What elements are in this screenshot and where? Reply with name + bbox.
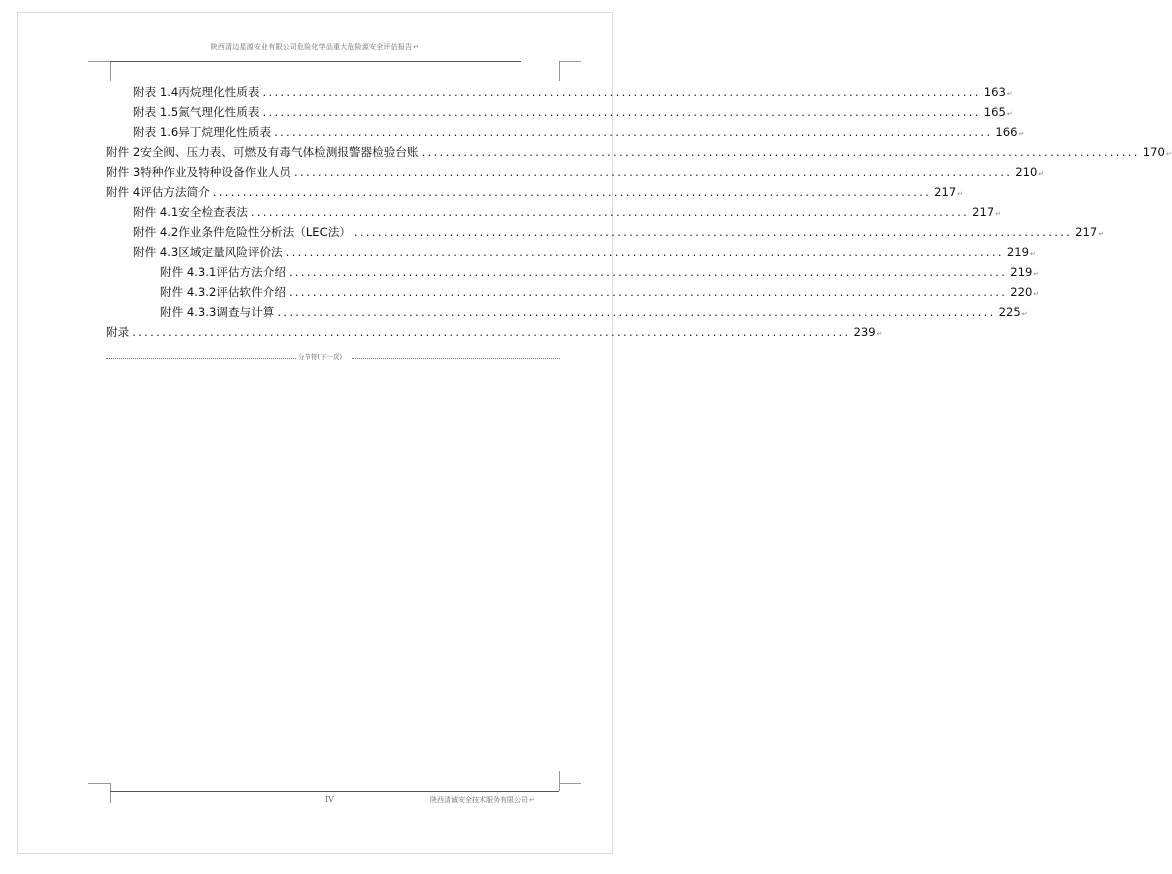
- toc-leader-dots: ........................................................................................................................: [285, 245, 1004, 259]
- toc-entry[interactable]: [106, 144, 1172, 163]
- toc-entry-page: 219: [1006, 245, 1030, 259]
- toc-entry[interactable]: [160, 264, 1040, 283]
- toc-entry-title: 附件 4.3区域定量风险评价法: [133, 245, 283, 259]
- toc-entry-title: 附件 4.2作业条件危险性分析法（LEC法）: [133, 225, 351, 239]
- paragraph-mark-icon: ↵: [1030, 250, 1036, 258]
- footer-rule: [110, 791, 559, 792]
- toc-entry[interactable]: [106, 184, 964, 203]
- toc-entry-page: 170: [1142, 145, 1165, 159]
- footer-page-number: IV: [325, 795, 334, 804]
- footer-company: [430, 795, 535, 805]
- toc-entry-title: 附件 4评估方法简介: [106, 185, 210, 199]
- paragraph-mark-icon: ↵: [957, 190, 964, 198]
- paragraph-mark-icon: ↵: [1006, 90, 1013, 98]
- toc-leader-dots: ........................................................................................................................: [250, 205, 970, 219]
- toc-leader-dots: ........................................................................................................................: [262, 85, 981, 99]
- toc-leader-dots: ........................................................................................................................: [293, 165, 1013, 179]
- toc-entry[interactable]: [106, 164, 1045, 183]
- toc-entry-title: 附件 2安全阀、压力表、可燃及有毒气体检测报警器检验台账: [106, 145, 419, 159]
- toc-entry-page: 163: [983, 85, 1006, 99]
- toc-entry-title: 附表 1.6异丁烷理化性质表: [133, 125, 272, 139]
- paragraph-mark-icon: ↵: [1018, 130, 1025, 138]
- section-break-line-left: [106, 358, 296, 359]
- toc-entry-page: 217: [972, 205, 995, 219]
- toc-entry[interactable]: [133, 244, 1036, 263]
- toc-entry-title: 附件 3特种作业及特种设备作业人员: [106, 165, 291, 179]
- toc-entry-page: 166: [995, 125, 1018, 139]
- toc-entry[interactable]: [133, 84, 1013, 103]
- paragraph-mark-icon: ↵: [1033, 290, 1040, 298]
- header-text: 陕西清边星源安业有限公司危险化学品重大危险源安全评估报告: [210, 43, 413, 51]
- paragraph-mark-icon: ↵: [413, 43, 420, 51]
- paragraph-mark-icon: ↵: [995, 210, 1002, 218]
- toc-entry-title: 附件 4.3.2评估软件介绍: [160, 285, 286, 299]
- toc-entry-page: 165: [983, 105, 1006, 119]
- paragraph-mark-icon: ↵: [1098, 230, 1105, 238]
- paragraph-mark-icon: ↵: [529, 796, 535, 804]
- toc-entry-title: 附件 4.3.3调查与计算: [160, 305, 275, 319]
- toc-leader-dots: ........................................................................................................................: [421, 145, 1140, 159]
- toc-leader-dots: ........................................................................................................................: [274, 125, 993, 139]
- paragraph-mark-icon: ↵: [1033, 270, 1040, 278]
- paragraph-mark-icon: ↵: [1021, 310, 1028, 318]
- toc-leader-dots: ........................................................................................................................: [262, 105, 981, 119]
- toc-leader-dots: ........................................................................................................................: [288, 285, 1008, 299]
- toc-entry[interactable]: [160, 304, 1028, 323]
- toc-entry[interactable]: [133, 104, 1013, 123]
- toc-entry-title: 附表 1.5氮气理化性质表: [133, 105, 260, 119]
- toc-entry-title: 附件 4.3.1评估方法介绍: [160, 265, 286, 279]
- toc-entry[interactable]: [133, 224, 1105, 243]
- toc-entry-page: 219: [1010, 265, 1033, 279]
- toc-leader-dots: ........................................................................................................................: [288, 265, 1008, 279]
- toc-leader-dots: ........................................................................................................................: [277, 305, 996, 319]
- paragraph-mark-icon: ↵: [1038, 170, 1045, 178]
- toc-entry-title: 附件 4.1安全检查表法: [133, 205, 248, 219]
- toc-entry-title: 附录: [106, 325, 130, 339]
- toc-leader-dots: ........................................................................................................................: [353, 225, 1073, 239]
- section-break-label: 分节符(下一页): [298, 353, 343, 361]
- paragraph-mark-icon: ↵: [1006, 110, 1013, 118]
- toc-entry[interactable]: [133, 204, 1002, 223]
- toc-entry-page: 239: [853, 325, 876, 339]
- toc-entry-title: 附表 1.4丙烷理化性质表: [133, 85, 260, 99]
- footer-company-name: 陕西清诚安全技术服务有限公司: [430, 796, 528, 804]
- toc-entry-page: 225: [998, 305, 1021, 319]
- paragraph-mark-icon: ↵: [1165, 150, 1172, 158]
- paragraph-mark-icon: ↵: [876, 330, 883, 338]
- toc-leader-dots: ........................................................................................................................: [212, 185, 932, 199]
- toc-entry-page: 217: [1075, 225, 1098, 239]
- toc-entry-page: 217: [934, 185, 957, 199]
- section-break-line-right: [352, 358, 560, 359]
- toc-entry[interactable]: [160, 284, 1040, 303]
- toc-entry-page: 210: [1015, 165, 1038, 179]
- toc-entry-page: 220: [1010, 285, 1033, 299]
- toc-entry[interactable]: [106, 324, 883, 343]
- toc-leader-dots: ........................................................................................................................: [132, 325, 851, 339]
- toc-entry[interactable]: [133, 124, 1025, 143]
